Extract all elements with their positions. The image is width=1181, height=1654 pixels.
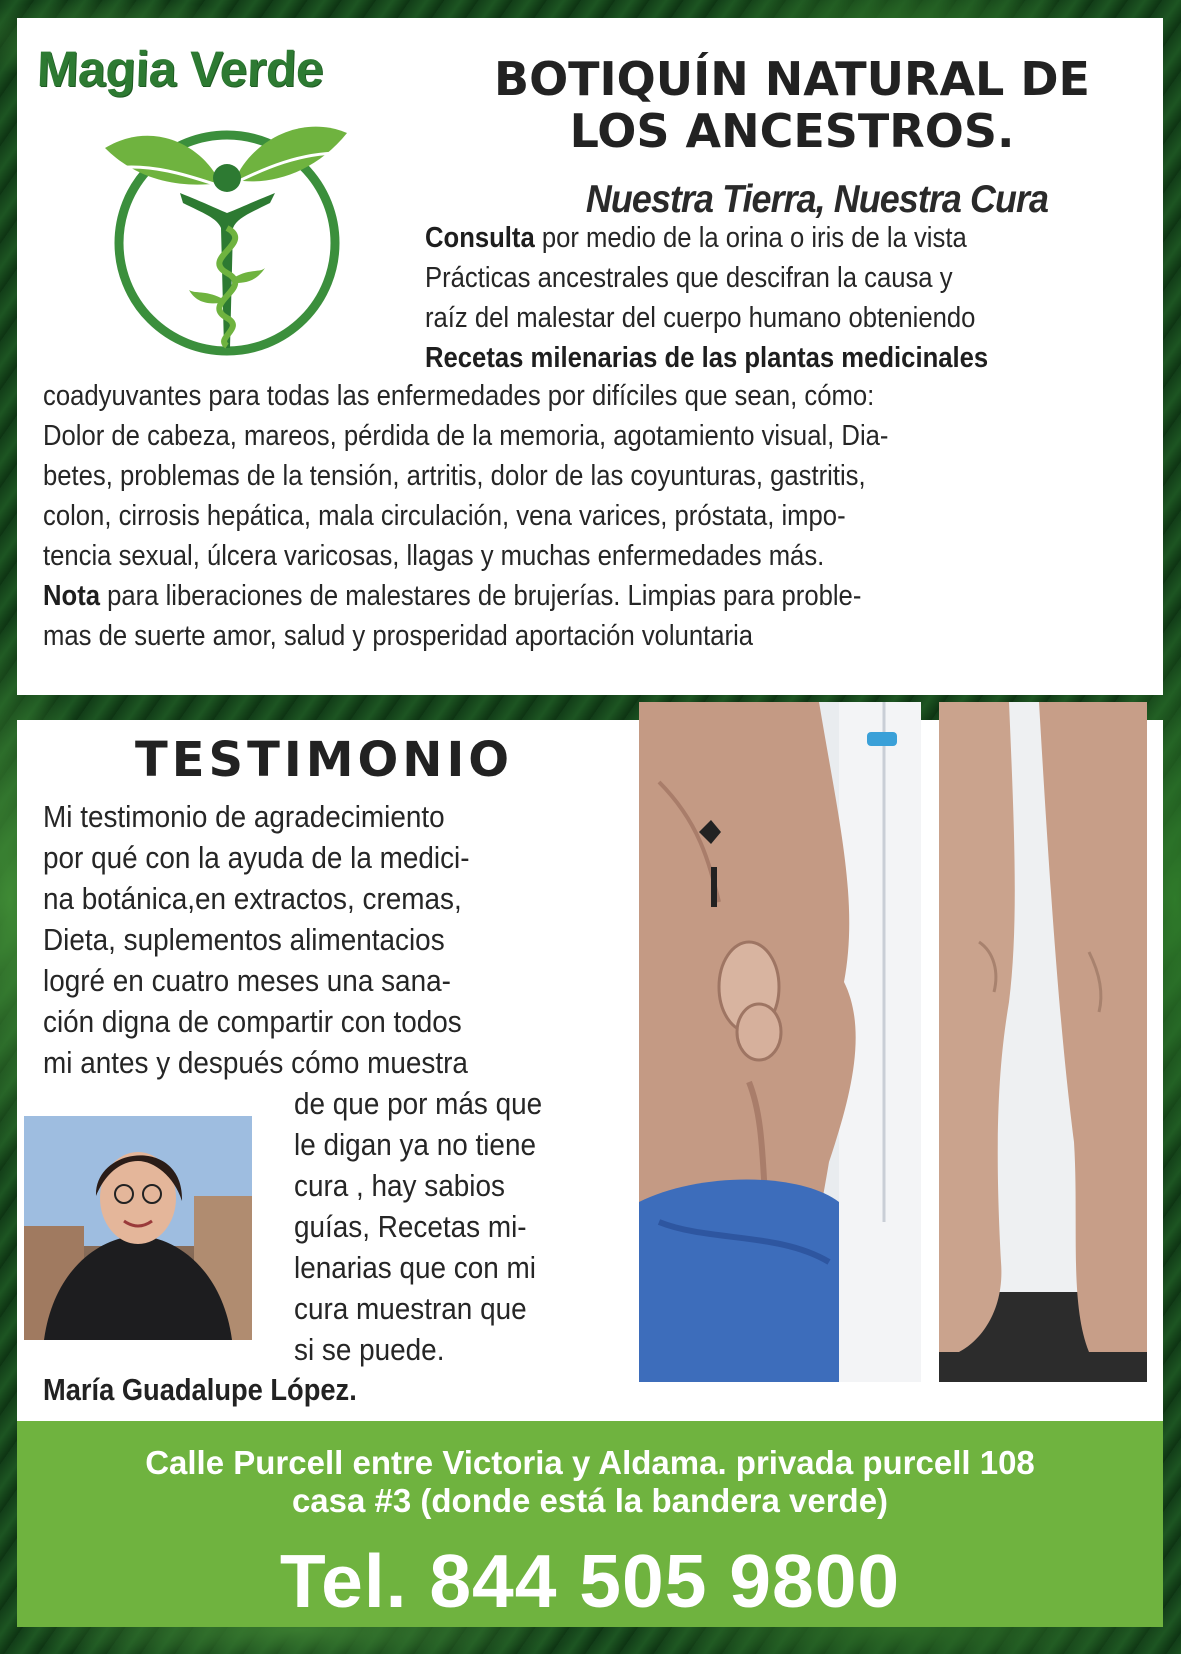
address-line: casa #3 (donde está la bandera verde) (291, 1482, 889, 1519)
body-line: betes, problemas de la tensión, artritis, dolor de las coyunturas, gastritis, (43, 460, 866, 492)
before-photo (639, 702, 921, 1382)
testimonial-line: lenarias que con mi (294, 1250, 536, 1285)
body-line: mas de suerte amor, salud y prosperidad aportación voluntaria (43, 620, 754, 652)
note-line: Nota para liberaciones de malestares de brujerías. Limpias para proble- (43, 580, 862, 612)
after-photo (939, 702, 1147, 1382)
intro-line: Consulta por medio de la orina o iris de la vista (425, 222, 967, 254)
brand-logo-icon (85, 108, 365, 358)
intro-line: Recetas milenarias de las plantas medicinales (425, 342, 989, 374)
testimonial-line: le digan ya no tiene (294, 1127, 536, 1162)
testimonial-line: logré en cuatro meses una sana- (43, 963, 451, 998)
intro-line: raíz del malestar del cuerpo humano obteniendo (425, 302, 976, 334)
testimonial-line: cura muestran que (294, 1291, 527, 1326)
body-line: colon, cirrosis hepática, mala circulación, vena varices, próstata, impo- (43, 500, 846, 532)
testimonial-line: ción digna de compartir con todos (43, 1004, 462, 1039)
subtitle: Nuestra Tierra, Nuestra Cura (585, 178, 1049, 221)
testimonial-line: na botánica,en extractos, cremas, (43, 881, 462, 916)
testimonial-title: TESTIMONIO (135, 732, 514, 788)
testimonial-line: de que por más que (294, 1086, 543, 1121)
address-line: Calle Purcell entre Victoria y Aldama. privada purcell 108 (145, 1444, 1035, 1481)
testimonial-line: cura , hay sabios (294, 1168, 505, 1203)
main-title: BOTIQUÍN NATURAL DE LOS ANCESTROS. (494, 52, 1090, 158)
body-line: tencia sexual, úlcera varicosas, llagas y muchas enfermedades más. (43, 540, 825, 572)
intro-line: Prácticas ancestrales que descifran la causa y (425, 262, 953, 294)
testimonial-line: Dieta, suplementos alimentacios (43, 922, 445, 957)
body-line: coadyuvantes para todas las enfermedades por difíciles que sean, cómo: (43, 380, 875, 412)
testimonial-line: Mi testimonio de agradecimiento (43, 799, 445, 834)
brand-name: Magia Verde (36, 41, 325, 97)
testimonial-line: guías, Recetas mi- (294, 1209, 527, 1244)
testimonial-line: por qué con la ayuda de la medici- (43, 840, 470, 875)
testimonial-line: mi antes y después cómo muestra (43, 1045, 468, 1080)
signer-name: María Guadalupe López. (43, 1372, 357, 1407)
info-panel (17, 18, 1163, 695)
testimonial-line: si se puede. (294, 1332, 445, 1367)
contact-footer (17, 1421, 1163, 1627)
phone-number: Tel. 844 505 9800 (279, 1539, 901, 1623)
testimonial-portrait (24, 1116, 252, 1340)
body-line: Dolor de cabeza, mareos, pérdida de la memoria, agotamiento visual, Dia- (43, 420, 889, 452)
